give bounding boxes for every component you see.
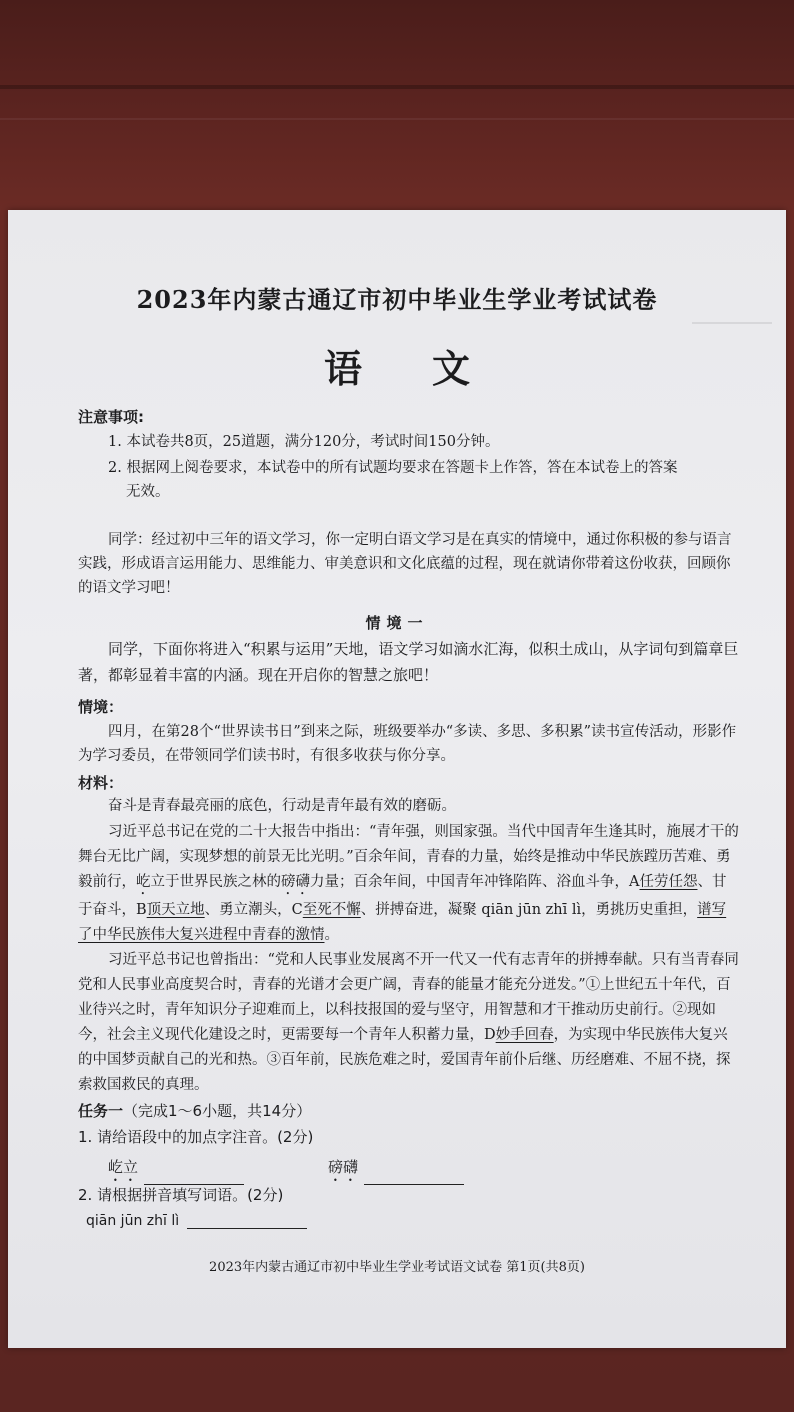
mat2-underlined-b: 顶天立地 (146, 902, 205, 918)
mat3-underlined-d: 妙手回春 (495, 1027, 554, 1043)
scene-text: 四月，在第28个“世界读书日”到来之际，班级要举办“多读、多思、多积累”读书宣传活动，形影作为学习委员，在带领同学们读书时，有很多收获与你分享。 (78, 724, 737, 764)
question-1: 1. 请给语段中的加点字注音。(2分) (78, 1128, 314, 1146)
q1-word-1: 屹立 (108, 1158, 139, 1176)
q1-blank-1[interactable] (144, 1168, 244, 1185)
answer-row-1 (108, 1156, 244, 1185)
note-item-2 (108, 456, 748, 504)
answer-row-2 (328, 1156, 464, 1185)
mat2-text-c: 立于世界民族之林的 (150, 874, 281, 890)
table-edge-highlight (0, 118, 794, 120)
mat2-underlined-c: 至死不懈 (302, 902, 361, 918)
q1-blank-2[interactable] (364, 1168, 464, 1185)
subject-title: 语文 (323, 346, 540, 391)
q2-pinyin: qiān jūn zhī lì (86, 1213, 180, 1229)
mat2-text-h: 。 (324, 927, 339, 943)
intro-paragraph: 同学：经过初中三年的语文学习，你一定明白语文学习是在真实的情境中，通过你积极的参与语言实践，形成语言运用能力、思维能力、审美意识和文化底蕴的过程，现在就请你带着这份收获，回顾你的语文学习吧！ (78, 532, 732, 596)
mat2-underlined-sentence: 谱写了中华民族伟大复兴进程中青春的激情 (78, 902, 727, 943)
q1-word-2: 磅礴 (328, 1158, 359, 1176)
notes-heading: 注意事项: (78, 408, 144, 426)
mat2-dotted-word-2: 磅礴 (281, 874, 310, 890)
note-item-2-line1: 2. 根据网上阅卷要求，本试卷中的所有试题均要求在答题卡上作答，答在本试卷上的答案 (108, 460, 678, 476)
section-title: 情境一 (365, 614, 429, 632)
material-paragraph-2 (78, 820, 740, 948)
mat2-word-1: 蹚 (643, 849, 659, 865)
material-paragraph-3 (78, 948, 740, 1098)
mat2-text-f: 、勇立潮头，C (204, 902, 303, 918)
note-item-1: 1. 本试卷共8页，25道题，满分120分，考试时间150分钟。 (108, 434, 500, 450)
pinyin-row (86, 1212, 307, 1229)
exam-paper (8, 210, 786, 1348)
task-sub: （完成1～6小题，共14分） (123, 1102, 312, 1120)
material-paragraph-1: 奋斗是青春最亮丽的底色，行动是青年最有效的磨砺。 (108, 798, 456, 814)
mat2-text-b: 历苦难、勇毅前行， (78, 849, 731, 890)
note-item-2-line2: 无效。 (126, 484, 170, 500)
table-edge (0, 85, 794, 89)
mat2-text-d: 力量；百余年间，中国青年冲锋陷阵、浴血斗争，A (310, 874, 640, 890)
mat2-underlined-a: 任劳任怨 (639, 874, 698, 890)
mat3-text-a: 习近平总书记也曾指出：“党和人民事业发展离不开一代又一代有志青年的拼搏奉献。只有当青春同党和人民事业高度契合时，青春的光谱才会更广阔，青春的能量才能充分迸发。”①上世纪五十年代，百业待兴之时，青年知识分子迎难而上，以科技报国的爱与坚守，用智慧和才干推动历史前行。②现如今，社会主义现代化建设之时，更需要每一个青年人积蓄力量，D (78, 952, 739, 1043)
q2-blank[interactable] (187, 1212, 307, 1229)
mat2-text-e: 、甘于奋斗，B (78, 874, 727, 918)
material-label: 材料： (78, 774, 124, 792)
bleed-through-mark (692, 322, 772, 324)
task-label: 任务一 (78, 1102, 124, 1120)
task-heading (78, 1100, 311, 1121)
mat2-dotted-word-1: 屹 (136, 874, 151, 890)
exam-title: 2023年内蒙古通辽市初中毕业生学业考试试卷 (136, 285, 658, 314)
mat2-text-g: 、拼搏奋进，凝聚 qiān jūn zhī lì，勇挑历史重担， (360, 902, 698, 918)
mat2-text-a: 习近平总书记在党的二十大报告中指出：“青年强，则国家强。当代中国青年生逢其时，施展才干的舞台无比广阔，实现梦想的前景无比光明。”百余年间，青春的力量，始终是推动中华民族 (78, 824, 739, 865)
section-description: 同学，下面你将进入“积累与运用”天地，语文学习如滴水汇海，似积土成山，从字词句到篇章巨著，都彰显着丰富的内涵。现在开启你的智慧之旅吧！ (78, 640, 739, 684)
question-2: 2. 请根据拼音填写词语。(2分) (78, 1186, 284, 1204)
mat3-text-b: ，为实现中华民族伟大复兴的中国梦贡献自己的光和热。③百年前，民族危难之时，爱国青年前仆后继、历经磨难、不屈不挠，探索救国救民的真理。 (78, 1027, 731, 1093)
page-footer: 2023年内蒙古通辽市初中毕业生学业考试语文试卷 第1页(共8页) (209, 1260, 585, 1275)
scene-label: 情境： (78, 698, 124, 716)
